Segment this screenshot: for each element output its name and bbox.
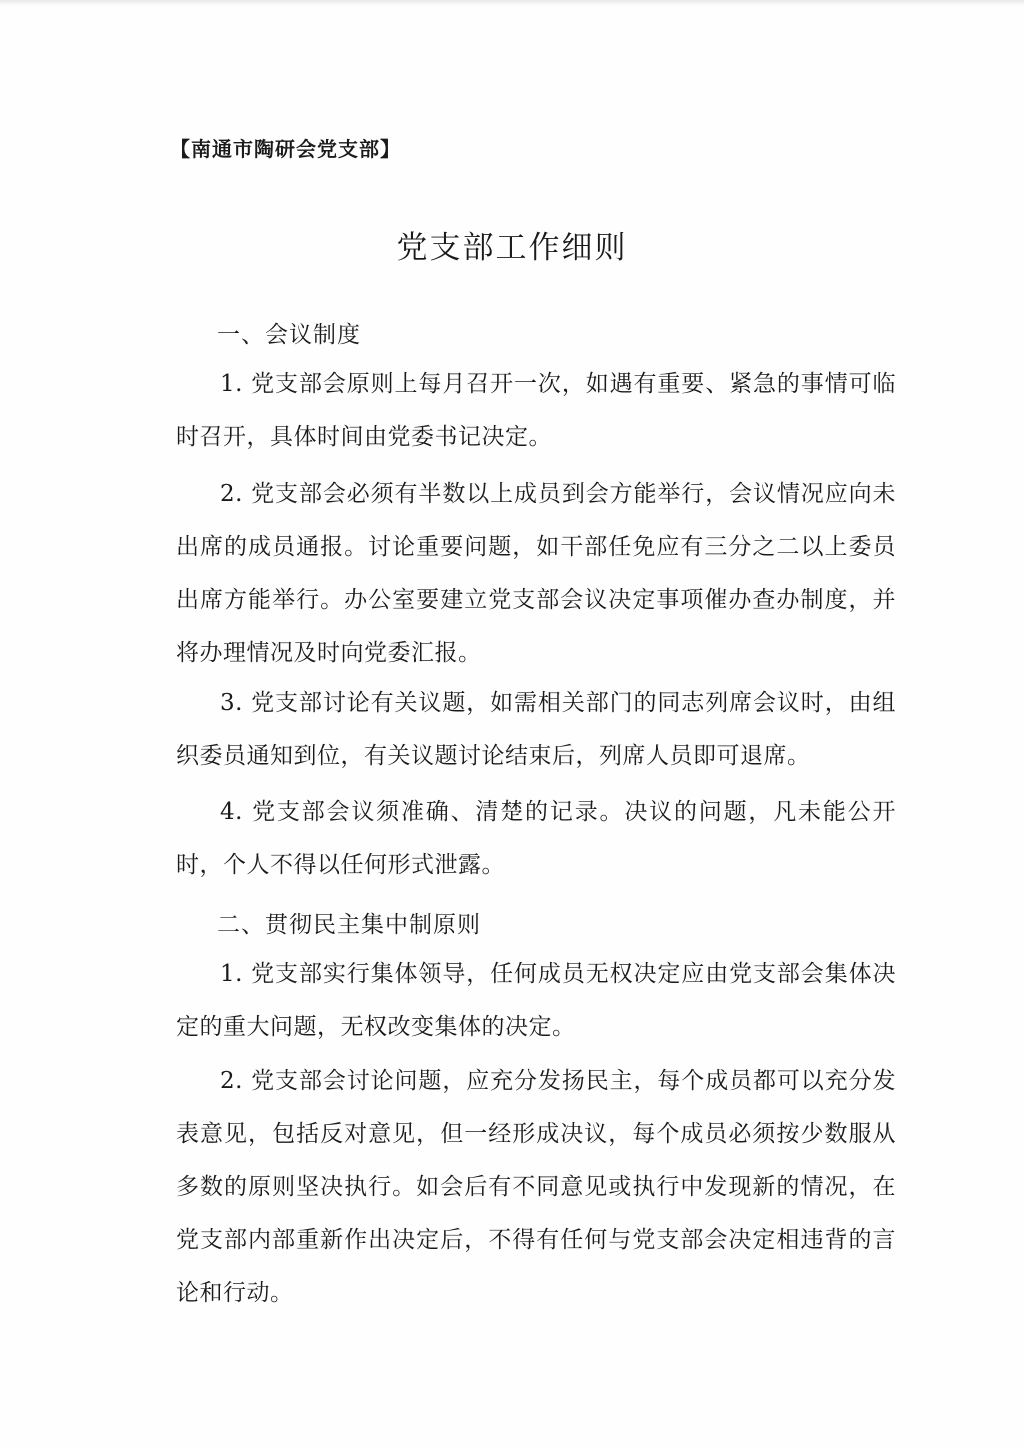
paragraph-centralism-1: 1. 党支部实行集体领导，任何成员无权决定应由党支部会集体决定的重大问题，无权改变集体的决定。 bbox=[176, 961, 896, 1040]
paragraph-centralism-2: 2. 党支部会讨论问题，应充分发扬民主，每个成员都可以充分发表意见，包括反对意见，但一经形成决议，每个成员必须按少数服从多数的原则坚决执行。如会后有不同意见或执行中发现新的情况，在党支部内部重新作出决定后，不得有任何与党支部会决定相违背的言论和行动。 bbox=[176, 1068, 896, 1306]
document-title: 党支部工作细则 bbox=[396, 230, 628, 266]
paragraph-meeting-3: 3. 党支部讨论有关议题，如需相关部门的同志列席会议时，由组织委员通知到位，有关议题讨论结束后，列席人员即可退席。 bbox=[176, 690, 896, 769]
section-heading-meeting-system: 一、会议制度 bbox=[217, 322, 361, 348]
section-heading-democratic-centralism: 二、贯彻民主集中制原则 bbox=[217, 912, 481, 938]
paragraph-meeting-4: 4. 党支部会议须准确、清楚的记录。决议的问题，凡未能公开时，个人不得以任何形式泄露。 bbox=[176, 799, 896, 878]
organization-tag: 【南通市陶研会党支部】 bbox=[170, 137, 401, 161]
scan-edge bbox=[0, 0, 1024, 6]
paragraph-meeting-1: 1. 党支部会原则上每月召开一次，如遇有重要、紧急的事情可临时召开，具体时间由党委书记决定。 bbox=[176, 371, 896, 450]
paragraph-meeting-2: 2. 党支部会必须有半数以上成员到会方能举行，会议情况应向未出席的成员通报。讨论重要问题，如干部任免应有三分之二以上委员出席方能举行。办公室要建立党支部会议决定事项催办查办制度，并将办理情况及时向党委汇报。 bbox=[176, 481, 896, 666]
